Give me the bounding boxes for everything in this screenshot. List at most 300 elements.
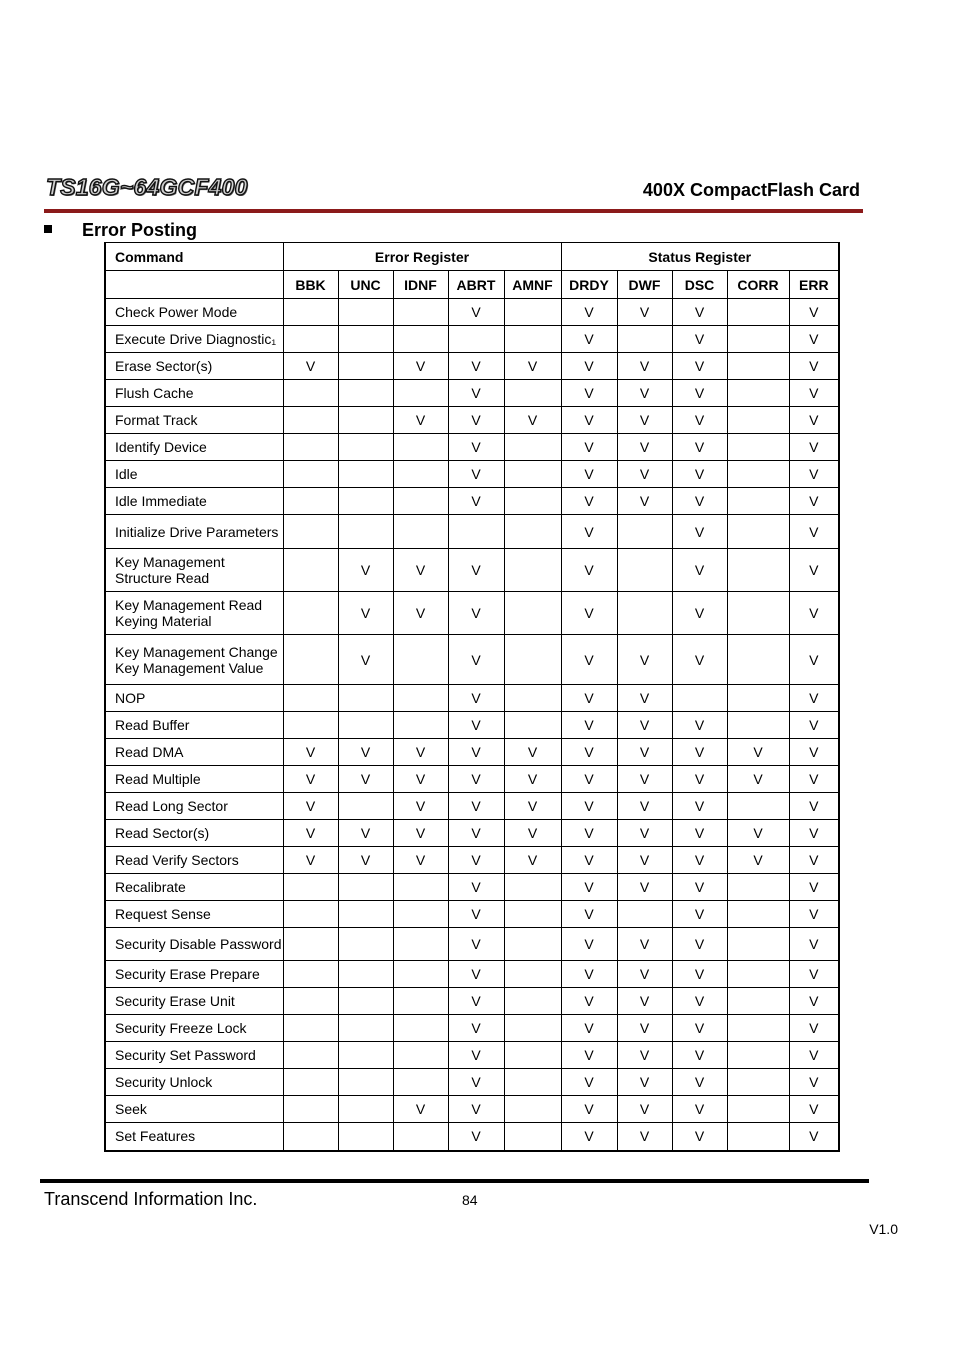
column-header: ERR xyxy=(789,271,839,299)
mark-cell: V xyxy=(617,353,672,380)
mark-cell: V xyxy=(789,988,839,1015)
mark-cell: V xyxy=(789,592,839,635)
mark-cell xyxy=(283,515,338,549)
command-cell: Seek xyxy=(105,1096,283,1123)
mark-cell: V xyxy=(727,847,789,874)
error-register-header: Error Register xyxy=(283,243,561,271)
mark-cell: V xyxy=(393,549,448,592)
table-row xyxy=(105,766,839,793)
mark-cell: V xyxy=(338,847,393,874)
table-row xyxy=(105,434,839,461)
mark-cell xyxy=(283,1096,338,1123)
mark-cell: V xyxy=(672,488,727,515)
mark-cell: V xyxy=(789,847,839,874)
mark-cell: V xyxy=(393,407,448,434)
mark-cell xyxy=(338,793,393,820)
mark-cell xyxy=(283,901,338,928)
mark-cell xyxy=(338,1096,393,1123)
table-row xyxy=(105,515,839,549)
mark-cell: V xyxy=(789,1042,839,1069)
mark-cell xyxy=(504,515,561,549)
table-row xyxy=(105,793,839,820)
mark-cell: V xyxy=(617,847,672,874)
mark-cell: V xyxy=(504,820,561,847)
mark-cell: V xyxy=(448,434,504,461)
mark-cell: V xyxy=(448,874,504,901)
mark-cell: V xyxy=(672,592,727,635)
table-row xyxy=(105,488,839,515)
mark-cell: V xyxy=(504,766,561,793)
table-row xyxy=(105,961,839,988)
mark-cell xyxy=(393,1015,448,1042)
mark-cell xyxy=(283,407,338,434)
mark-cell xyxy=(393,712,448,739)
mark-cell: V xyxy=(561,488,617,515)
mark-cell xyxy=(393,988,448,1015)
mark-cell: V xyxy=(561,326,617,353)
mark-cell: V xyxy=(672,407,727,434)
mark-cell xyxy=(504,461,561,488)
mark-cell xyxy=(283,1015,338,1042)
table-header-row-groups xyxy=(105,243,839,271)
mark-cell: V xyxy=(283,793,338,820)
mark-cell: V xyxy=(617,988,672,1015)
square-bullet-icon xyxy=(44,225,52,233)
command-cell: Read Long Sector xyxy=(105,793,283,820)
command-cell: Initialize Drive Parameters xyxy=(105,515,283,549)
mark-cell: V xyxy=(561,874,617,901)
mark-cell xyxy=(727,712,789,739)
mark-cell xyxy=(727,1042,789,1069)
column-header: CORR xyxy=(727,271,789,299)
mark-cell: V xyxy=(393,793,448,820)
mark-cell: V xyxy=(338,820,393,847)
footer-rule xyxy=(40,1179,869,1183)
mark-cell: V xyxy=(672,766,727,793)
mark-cell xyxy=(338,961,393,988)
mark-cell xyxy=(283,326,338,353)
mark-cell xyxy=(393,635,448,685)
product-subtitle: 400X CompactFlash Card xyxy=(642,180,860,200)
mark-cell: V xyxy=(561,739,617,766)
table-row xyxy=(105,407,839,434)
mark-cell xyxy=(727,1015,789,1042)
mark-cell: V xyxy=(617,874,672,901)
mark-cell: V xyxy=(617,712,672,739)
mark-cell xyxy=(393,515,448,549)
mark-cell xyxy=(504,1096,561,1123)
mark-cell: V xyxy=(561,793,617,820)
mark-cell xyxy=(283,461,338,488)
mark-cell xyxy=(393,299,448,326)
mark-cell: V xyxy=(448,820,504,847)
mark-cell xyxy=(338,434,393,461)
command-cell: Security Unlock xyxy=(105,1069,283,1096)
mark-cell xyxy=(338,515,393,549)
mark-cell xyxy=(393,326,448,353)
mark-cell: V xyxy=(393,592,448,635)
mark-cell: V xyxy=(672,549,727,592)
mark-cell: V xyxy=(561,407,617,434)
mark-cell: V xyxy=(672,793,727,820)
mark-cell: V xyxy=(561,299,617,326)
mark-cell xyxy=(617,515,672,549)
command-cell: Recalibrate xyxy=(105,874,283,901)
mark-cell xyxy=(338,407,393,434)
mark-cell: V xyxy=(561,434,617,461)
mark-cell xyxy=(338,380,393,407)
mark-cell: V xyxy=(504,407,561,434)
command-cell: Security Freeze Lock xyxy=(105,1015,283,1042)
mark-cell: V xyxy=(393,820,448,847)
mark-cell xyxy=(727,1069,789,1096)
mark-cell xyxy=(283,712,338,739)
mark-cell: V xyxy=(672,874,727,901)
column-header: BBK xyxy=(283,271,338,299)
column-header: ABRT xyxy=(448,271,504,299)
mark-cell xyxy=(504,901,561,928)
mark-cell xyxy=(283,635,338,685)
command-cell: Set Features xyxy=(105,1123,283,1151)
mark-cell: V xyxy=(617,820,672,847)
mark-cell xyxy=(727,1123,789,1151)
mark-cell: V xyxy=(617,1096,672,1123)
table-body xyxy=(105,299,839,1151)
mark-cell: V xyxy=(672,901,727,928)
command-cell: Read Sector(s) xyxy=(105,820,283,847)
mark-cell: V xyxy=(448,685,504,712)
mark-cell xyxy=(617,326,672,353)
table-row xyxy=(105,820,839,847)
mark-cell: V xyxy=(448,380,504,407)
mark-cell: V xyxy=(561,766,617,793)
mark-cell xyxy=(727,488,789,515)
mark-cell xyxy=(727,434,789,461)
table-row xyxy=(105,299,839,326)
mark-cell: V xyxy=(561,1123,617,1151)
table-row xyxy=(105,326,839,353)
mark-cell: V xyxy=(789,712,839,739)
error-posting-table xyxy=(104,242,840,1152)
mark-cell: V xyxy=(393,353,448,380)
mark-cell xyxy=(338,901,393,928)
mark-cell: V xyxy=(789,461,839,488)
mark-cell: V xyxy=(393,739,448,766)
mark-cell xyxy=(727,928,789,961)
mark-cell xyxy=(338,874,393,901)
mark-cell: V xyxy=(672,712,727,739)
table-row xyxy=(105,1015,839,1042)
mark-cell: V xyxy=(561,549,617,592)
mark-cell: V xyxy=(283,820,338,847)
mark-cell: V xyxy=(617,407,672,434)
mark-cell: V xyxy=(561,1069,617,1096)
mark-cell xyxy=(283,874,338,901)
mark-cell: V xyxy=(393,847,448,874)
mark-cell: V xyxy=(617,1042,672,1069)
command-cell: Security Set Password xyxy=(105,1042,283,1069)
mark-cell: V xyxy=(789,901,839,928)
mark-cell xyxy=(393,1042,448,1069)
mark-cell: V xyxy=(672,353,727,380)
table-row xyxy=(105,685,839,712)
mark-cell: V xyxy=(789,739,839,766)
command-cell: NOP xyxy=(105,685,283,712)
mark-cell xyxy=(504,1069,561,1096)
mark-cell: V xyxy=(789,488,839,515)
mark-cell: V xyxy=(789,820,839,847)
command-cell: Read Multiple xyxy=(105,766,283,793)
command-cell: Request Sense xyxy=(105,901,283,928)
mark-cell: V xyxy=(617,434,672,461)
mark-cell xyxy=(727,461,789,488)
mark-cell: V xyxy=(338,635,393,685)
column-header: DRDY xyxy=(561,271,617,299)
mark-cell xyxy=(393,901,448,928)
mark-cell xyxy=(338,461,393,488)
command-cell: Execute Drive Diagnostic₁ xyxy=(105,326,283,353)
mark-cell: V xyxy=(617,739,672,766)
mark-cell xyxy=(283,1069,338,1096)
command-cell: Key Management Read Keying Material xyxy=(105,592,283,635)
mark-cell: V xyxy=(561,1096,617,1123)
mark-cell xyxy=(283,961,338,988)
mark-cell xyxy=(727,793,789,820)
page-number: 84 xyxy=(462,1192,478,1208)
mark-cell: V xyxy=(448,407,504,434)
command-subheader xyxy=(105,271,283,299)
mark-cell xyxy=(338,712,393,739)
mark-cell xyxy=(727,299,789,326)
mark-cell: V xyxy=(672,820,727,847)
mark-cell: V xyxy=(448,766,504,793)
mark-cell: V xyxy=(448,635,504,685)
mark-cell: V xyxy=(789,549,839,592)
mark-cell xyxy=(672,685,727,712)
mark-cell xyxy=(727,592,789,635)
table-row xyxy=(105,461,839,488)
mark-cell: V xyxy=(338,766,393,793)
mark-cell: V xyxy=(672,988,727,1015)
column-header: DWF xyxy=(617,271,672,299)
mark-cell xyxy=(617,901,672,928)
header-rule xyxy=(44,209,863,213)
command-cell: Security Erase Prepare xyxy=(105,961,283,988)
mark-cell xyxy=(393,685,448,712)
status-register-header: Status Register xyxy=(561,243,839,271)
mark-cell: V xyxy=(561,685,617,712)
column-header: AMNF xyxy=(504,271,561,299)
mark-cell xyxy=(283,988,338,1015)
mark-cell xyxy=(727,961,789,988)
mark-cell: V xyxy=(617,685,672,712)
mark-cell xyxy=(504,380,561,407)
mark-cell xyxy=(727,988,789,1015)
mark-cell: V xyxy=(393,1096,448,1123)
mark-cell xyxy=(504,1123,561,1151)
mark-cell: V xyxy=(561,592,617,635)
mark-cell: V xyxy=(561,635,617,685)
mark-cell: V xyxy=(561,847,617,874)
mark-cell: V xyxy=(672,299,727,326)
mark-cell: V xyxy=(504,793,561,820)
table-row xyxy=(105,874,839,901)
mark-cell: V xyxy=(448,988,504,1015)
mark-cell: V xyxy=(283,847,338,874)
table-row xyxy=(105,635,839,685)
mark-cell xyxy=(338,488,393,515)
mark-cell xyxy=(727,901,789,928)
mark-cell: V xyxy=(789,928,839,961)
mark-cell: V xyxy=(617,488,672,515)
mark-cell xyxy=(727,549,789,592)
mark-cell: V xyxy=(672,1096,727,1123)
mark-cell: V xyxy=(789,299,839,326)
mark-cell xyxy=(727,1096,789,1123)
mark-cell: V xyxy=(561,901,617,928)
mark-cell: V xyxy=(672,1123,727,1151)
mark-cell: V xyxy=(617,1123,672,1151)
mark-cell: V xyxy=(672,1015,727,1042)
mark-cell: V xyxy=(789,1096,839,1123)
command-cell: Idle xyxy=(105,461,283,488)
command-header: Command xyxy=(105,243,283,271)
mark-cell: V xyxy=(617,793,672,820)
table-row xyxy=(105,739,839,766)
mark-cell: V xyxy=(448,1042,504,1069)
mark-cell: V xyxy=(561,461,617,488)
mark-cell: V xyxy=(727,820,789,847)
mark-cell: V xyxy=(789,793,839,820)
mark-cell: V xyxy=(448,353,504,380)
mark-cell: V xyxy=(789,407,839,434)
mark-cell xyxy=(283,380,338,407)
table-row xyxy=(105,380,839,407)
mark-cell: V xyxy=(561,515,617,549)
mark-cell: V xyxy=(448,461,504,488)
mark-cell xyxy=(393,961,448,988)
mark-cell xyxy=(448,515,504,549)
mark-cell: V xyxy=(448,901,504,928)
column-header: IDNF xyxy=(393,271,448,299)
mark-cell: V xyxy=(448,299,504,326)
mark-cell: V xyxy=(561,1015,617,1042)
column-header: UNC xyxy=(338,271,393,299)
command-cell: Key Management Change Key Management Value xyxy=(105,635,283,685)
command-cell: Read Buffer xyxy=(105,712,283,739)
column-header: DSC xyxy=(672,271,727,299)
table-row xyxy=(105,847,839,874)
mark-cell xyxy=(338,988,393,1015)
mark-cell xyxy=(504,712,561,739)
mark-cell: V xyxy=(789,326,839,353)
mark-cell xyxy=(283,549,338,592)
mark-cell: V xyxy=(448,928,504,961)
mark-cell xyxy=(283,434,338,461)
mark-cell xyxy=(727,515,789,549)
mark-cell: V xyxy=(448,1015,504,1042)
command-cell: Security Erase Unit xyxy=(105,988,283,1015)
mark-cell: V xyxy=(727,766,789,793)
mark-cell: V xyxy=(672,515,727,549)
command-cell: Flush Cache xyxy=(105,380,283,407)
table-row xyxy=(105,592,839,635)
mark-cell: V xyxy=(561,1042,617,1069)
mark-cell: V xyxy=(789,766,839,793)
command-cell: Check Power Mode xyxy=(105,299,283,326)
mark-cell: V xyxy=(789,353,839,380)
mark-cell xyxy=(727,353,789,380)
footer-company: Transcend Information Inc. xyxy=(44,1189,258,1209)
mark-cell: V xyxy=(617,299,672,326)
mark-cell xyxy=(504,1042,561,1069)
mark-cell xyxy=(727,380,789,407)
mark-cell xyxy=(504,1015,561,1042)
mark-cell: V xyxy=(504,353,561,380)
mark-cell: V xyxy=(672,380,727,407)
command-cell: Read Verify Sectors xyxy=(105,847,283,874)
table-row xyxy=(105,1096,839,1123)
mark-cell: V xyxy=(617,928,672,961)
mark-cell xyxy=(393,488,448,515)
mark-cell xyxy=(283,928,338,961)
mark-cell: V xyxy=(448,961,504,988)
mark-cell: V xyxy=(789,434,839,461)
mark-cell xyxy=(338,928,393,961)
mark-cell xyxy=(504,874,561,901)
table-row xyxy=(105,901,839,928)
mark-cell xyxy=(727,326,789,353)
mark-cell: V xyxy=(672,1042,727,1069)
mark-cell: V xyxy=(561,712,617,739)
mark-cell xyxy=(727,407,789,434)
mark-cell: V xyxy=(448,549,504,592)
mark-cell: V xyxy=(448,739,504,766)
mark-cell xyxy=(504,549,561,592)
mark-cell xyxy=(504,988,561,1015)
mark-cell xyxy=(617,549,672,592)
mark-cell xyxy=(393,928,448,961)
mark-cell xyxy=(338,299,393,326)
mark-cell: V xyxy=(561,961,617,988)
mark-cell: V xyxy=(448,592,504,635)
mark-cell xyxy=(504,299,561,326)
mark-cell xyxy=(504,685,561,712)
mark-cell xyxy=(727,874,789,901)
table-row xyxy=(105,1042,839,1069)
command-cell: Key Management Structure Read xyxy=(105,549,283,592)
mark-cell: V xyxy=(561,380,617,407)
mark-cell: V xyxy=(727,739,789,766)
mark-cell: V xyxy=(504,739,561,766)
table-row xyxy=(105,1123,839,1151)
mark-cell: V xyxy=(617,635,672,685)
mark-cell: V xyxy=(283,739,338,766)
mark-cell: V xyxy=(448,847,504,874)
mark-cell: V xyxy=(789,1015,839,1042)
mark-cell xyxy=(338,326,393,353)
mark-cell: V xyxy=(789,1069,839,1096)
table-row xyxy=(105,928,839,961)
mark-cell xyxy=(504,488,561,515)
mark-cell xyxy=(338,1069,393,1096)
mark-cell: V xyxy=(789,380,839,407)
section-title: Error Posting xyxy=(82,220,198,240)
mark-cell: V xyxy=(448,1069,504,1096)
mark-cell: V xyxy=(672,326,727,353)
mark-cell xyxy=(338,1042,393,1069)
mark-cell xyxy=(283,299,338,326)
